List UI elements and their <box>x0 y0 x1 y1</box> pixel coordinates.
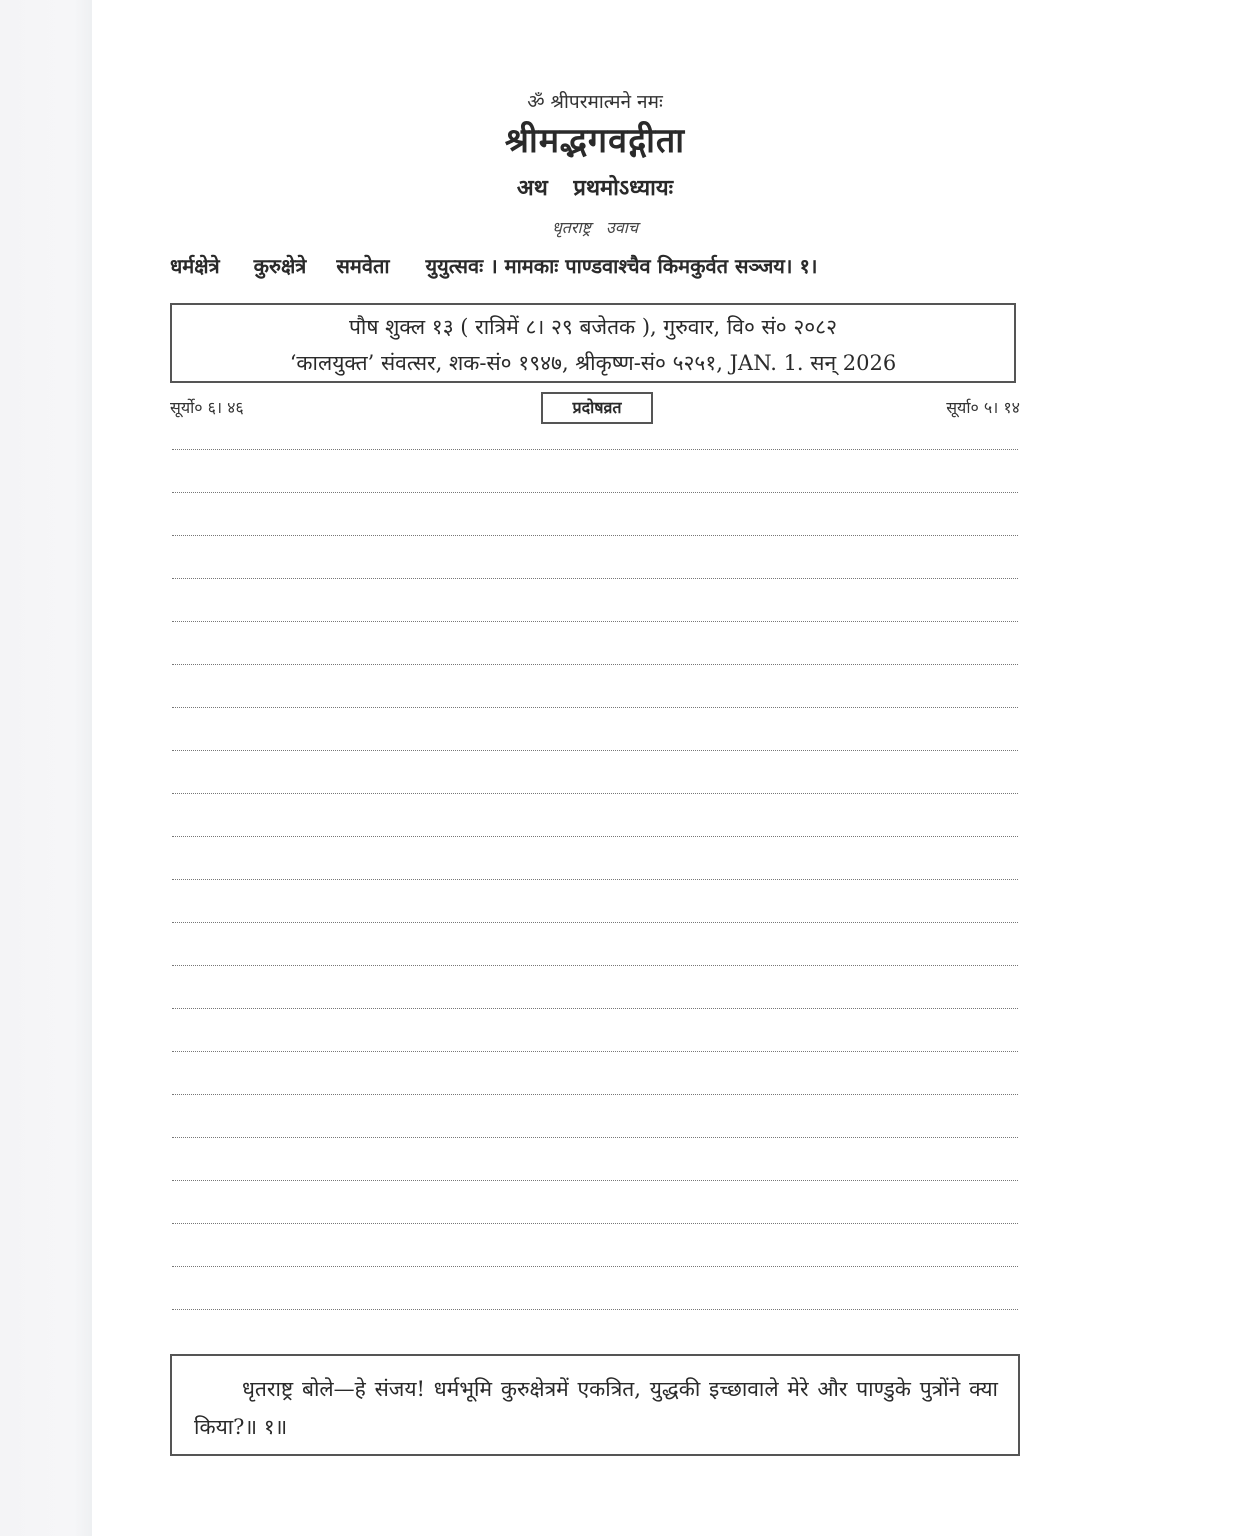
writing-line <box>172 535 1018 536</box>
date-line-2: ‘कालयुक्त’ संवत्सर, शक-सं० १९४७, श्रीकृष्ण-सं० ५२५१, JAN. 1. सन् 2026 <box>289 351 897 375</box>
date-line-1: पौष शुक्ल १३ ( रात्रिमें ८। २९ बजेतक ), गुरुवार, वि० सं० २०८२ <box>348 315 838 339</box>
writing-line <box>172 1137 1018 1138</box>
writing-line <box>172 449 1018 450</box>
writing-line <box>172 1309 1018 1310</box>
verse-word-1: धर्मक्षेत्रे <box>170 254 220 278</box>
writing-line <box>172 879 1018 880</box>
writing-line <box>172 1094 1018 1095</box>
vrat-badge: प्रदोषव्रत <box>541 392 653 424</box>
date-box <box>170 303 1016 383</box>
writing-line <box>172 922 1018 923</box>
verse-word-2: कुरुक्षेत्रे <box>253 254 307 278</box>
speaker-label: धृतराष्ट्र उवाच <box>551 218 639 237</box>
writing-line <box>172 965 1018 966</box>
writing-line <box>172 793 1018 794</box>
writing-line <box>172 492 1018 493</box>
sunset-time: सूर्या० ५। १४ <box>946 398 1020 417</box>
verse-rest: युयुत्सवः । मामकाः पाण्डवाश्चैव किमकुर्वत सञ्जय। १। <box>425 254 818 278</box>
verse-word-3: समवेता <box>336 254 390 278</box>
writing-line <box>172 1266 1018 1267</box>
writing-line <box>172 578 1018 579</box>
writing-line <box>172 836 1018 837</box>
sunrise-time: सूर्यो० ६। ४६ <box>170 398 244 417</box>
writing-line <box>172 1008 1018 1009</box>
writing-line <box>172 750 1018 751</box>
scan-edge <box>0 0 92 1536</box>
verse-line <box>170 252 1022 279</box>
chapter-heading: अथ प्रथमोऽध्यायः <box>516 175 674 201</box>
writing-line <box>172 664 1018 665</box>
writing-line <box>172 1180 1018 1181</box>
writing-line <box>172 1051 1018 1052</box>
writing-line <box>172 1223 1018 1224</box>
translation-box: धृतराष्ट्र बोले—हे संजय! धर्मभूमि कुरुक्षेत्रमें एकत्रित, युद्धकी इच्छावाले मेरे और पाण्डुके पुत्रोंने क्या किया?॥ १॥ <box>170 1354 1020 1456</box>
writing-line <box>172 621 1018 622</box>
sun-row <box>170 392 1020 426</box>
page-title: श्रीमद्भगवद्गीता <box>504 121 686 161</box>
invocation: ॐ श्रीपरमात्मने नमः <box>527 91 663 113</box>
writing-line <box>172 707 1018 708</box>
